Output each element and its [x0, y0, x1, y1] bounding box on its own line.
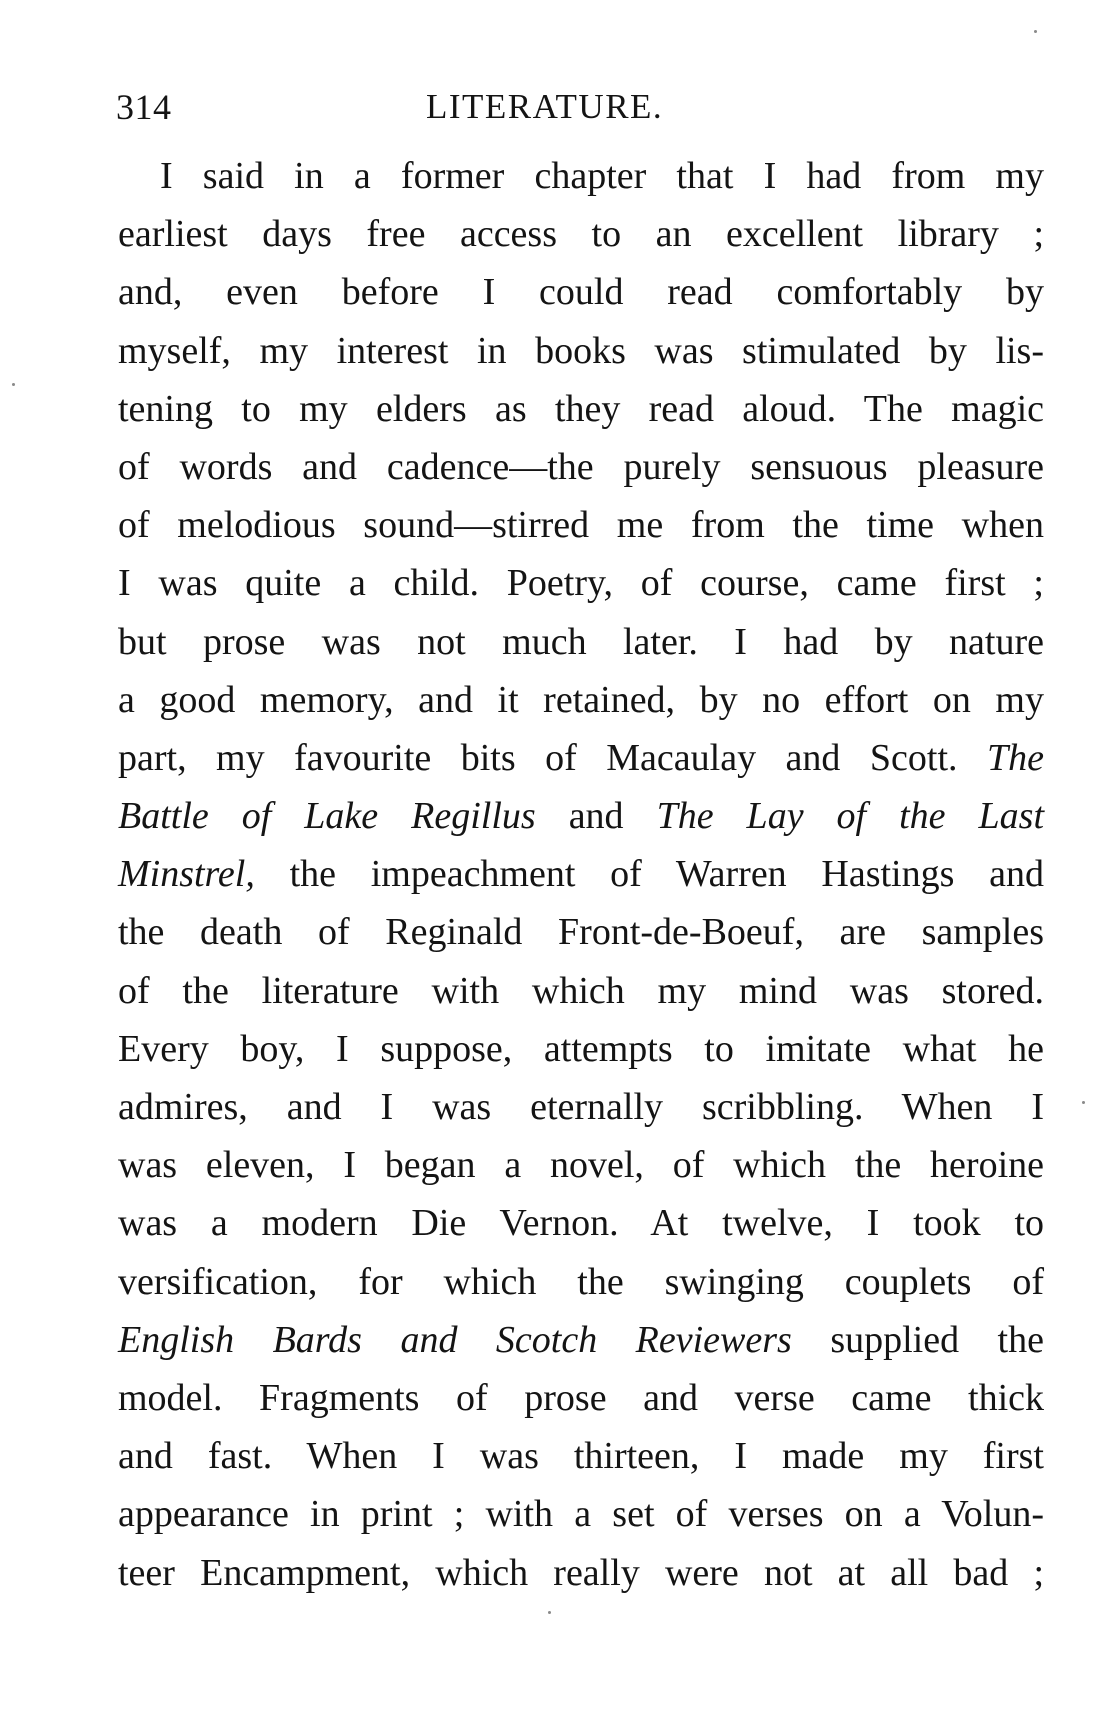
text-line [118, 1485, 1044, 1543]
text-line [118, 1369, 1044, 1427]
text-line [118, 205, 1044, 263]
text-run: model. Fragments of prose and verse came thick [118, 1376, 1044, 1419]
italic-run: Battle of Lake Regillus [118, 795, 536, 838]
text-line [118, 1078, 1044, 1136]
text-line [118, 322, 1044, 380]
text-run: was eleven, I began a novel, of which the heroine [118, 1144, 1044, 1187]
text-line [118, 496, 1044, 554]
text-line [118, 1311, 1044, 1369]
text-line [118, 1427, 1044, 1485]
text-run: of the literature with which my mind was stored. [118, 969, 1044, 1012]
text-run: admires, and I was eternally scribbling. When I [118, 1086, 1044, 1128]
text-run: of words and cadence—the purely sensuous pleasure [118, 445, 1044, 488]
paper-speck [1082, 1101, 1085, 1104]
text-line [118, 380, 1044, 438]
text-line [118, 787, 1044, 845]
italic-run: English Bards and Scotch Reviewers [118, 1318, 792, 1361]
text-line [118, 554, 1044, 612]
text-run: teer Encampment, which really were not at all bad ; [118, 1551, 1044, 1594]
text-line [118, 1544, 1044, 1602]
paper-speck [548, 1611, 551, 1614]
text-run: but prose was not much later. I had by nature [118, 620, 1044, 663]
text-run: tening to my elders as they read aloud. The magic [118, 387, 1044, 430]
page-number: 314 [116, 87, 172, 127]
text-line [118, 1136, 1044, 1194]
text-run: and, even before I could read comfortably by [118, 271, 1044, 314]
text-run: I was quite a child. Poetry, of course, came first ; [118, 562, 1044, 605]
text-run: appearance in print ; with a set of verses on a Volun- [118, 1493, 1044, 1536]
italic-run: The Lay of the Last [656, 795, 1044, 838]
text-run: part, my favourite bits of Macaulay and Scott. [118, 736, 987, 779]
text-run: a good memory, and it retained, by no effort on my [118, 678, 1044, 721]
text-line [118, 729, 1044, 787]
text-run: and [535, 795, 657, 838]
text-line [118, 613, 1044, 671]
text-run: I said in a former chapter that I had from my [160, 155, 1044, 197]
text-run: the impeachment of Warren Hastings and [254, 853, 1044, 896]
text-run: earliest days free access to an excellent library ; [118, 213, 1044, 256]
text-run: supplied the [791, 1318, 1044, 1361]
text-run: Every boy, I suppose, attempts to imitate what he [118, 1027, 1044, 1070]
text-run: of melodious sound—stirred me from the time when [118, 504, 1044, 547]
text-run: and fast. When I was thirteen, I made my first [118, 1435, 1044, 1478]
text-line [118, 1020, 1044, 1078]
running-title: LITERATURE. [426, 87, 664, 126]
text-line [118, 962, 1044, 1020]
running-head [116, 82, 1046, 132]
text-line [118, 438, 1044, 496]
text-line [118, 1253, 1044, 1311]
body-text [118, 147, 1044, 1602]
text-line [118, 1194, 1044, 1252]
text-line [118, 903, 1044, 961]
text-run: myself, my interest in books was stimulated by lis- [118, 329, 1044, 372]
paper-speck [12, 383, 15, 386]
italic-run: Minstrel, [118, 853, 255, 896]
italic-run: The [987, 736, 1044, 779]
text-run: versification, for which the swinging couplets of [118, 1260, 1044, 1303]
text-line [118, 845, 1044, 903]
text-line [118, 671, 1044, 729]
text-run: was a modern Die Vernon. At twelve, I took to [118, 1202, 1044, 1245]
paper-speck [1034, 30, 1037, 33]
text-line [118, 147, 1044, 205]
text-line [118, 263, 1044, 321]
text-run: the death of Reginald Front-de-Boeuf, are samples [118, 911, 1044, 954]
